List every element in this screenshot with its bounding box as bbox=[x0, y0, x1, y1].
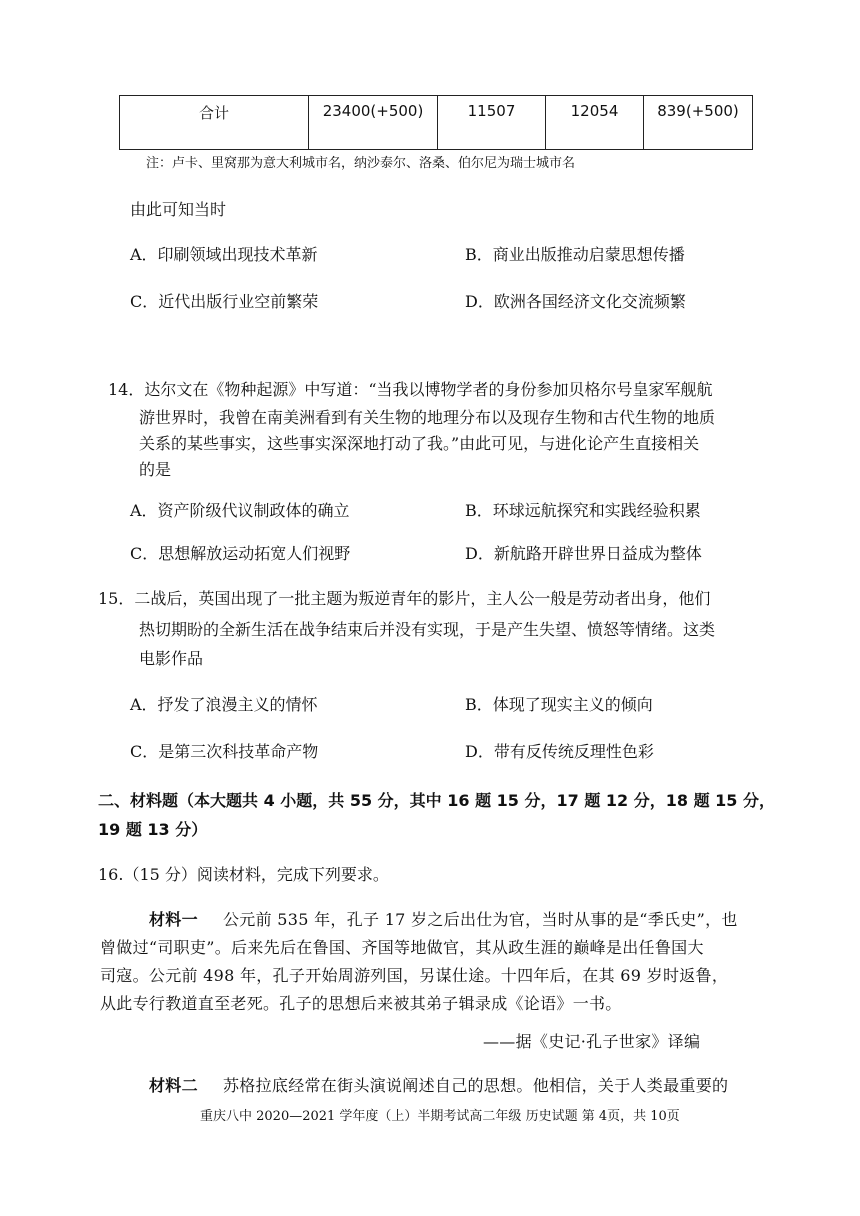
table-cell-label: 合计 bbox=[120, 96, 309, 150]
section-heading-line1: 二、材料题（本大题共 4 小题，共 55 分，其中 16 题 15 分，17 题 12 分，18 题 15 分， bbox=[98, 791, 775, 810]
q15-option-c: C．是第三次科技革命产物 bbox=[130, 742, 319, 761]
material-one-label: 材料一 bbox=[149, 910, 198, 929]
table-cell: 11507 bbox=[438, 96, 546, 150]
q14-option-c: C．思想解放运动拓宽人们视野 bbox=[130, 544, 351, 563]
q14-option-b: B．环球远航探究和实践经验积累 bbox=[465, 501, 701, 520]
q15-option-d: D．带有反传统反理性色彩 bbox=[465, 742, 654, 761]
table-cell: 23400(+500) bbox=[309, 96, 438, 150]
q15-option-a: A．抒发了浪漫主义的情怀 bbox=[130, 695, 318, 714]
table-cell: 12054 bbox=[546, 96, 644, 150]
q14-option-d: D．新航路开辟世界日益成为整体 bbox=[465, 544, 702, 563]
q14-stem-line4: 的是 bbox=[139, 460, 172, 479]
q13-option-b: B．商业出版推动启蒙思想传播 bbox=[465, 245, 685, 264]
material-two-label: 材料二 bbox=[149, 1076, 198, 1095]
q14-stem-line2: 游世界时，我曾在南美洲看到有关生物的地理分布以及现存生物和古代生物的地质 bbox=[139, 408, 716, 427]
q13-option-c: C．近代出版行业空前繁荣 bbox=[130, 292, 319, 311]
material-one-line2: 曾做过“司职吏”。后来先后在鲁国、齐国等地做官，其从政生涯的巅峰是出任鲁国大 bbox=[100, 938, 704, 957]
table-cell: 839(+500) bbox=[644, 96, 753, 150]
q13-option-d: D．欧洲各国经济文化交流频繁 bbox=[465, 292, 686, 311]
q15-option-b: B．体现了现实主义的倾向 bbox=[465, 695, 653, 714]
total-row-table bbox=[119, 95, 753, 150]
q14-option-a: A．资产阶级代议制政体的确立 bbox=[130, 501, 350, 520]
q16-stem: 16.（15 分）阅读材料，完成下列要求。 bbox=[98, 865, 389, 884]
q14-stem-line3: 关系的某些事实，这些事实深深地打动了我。”由此可见，与进化论产生直接相关 bbox=[139, 434, 700, 453]
material-one-line1: 公元前 535 年，孔子 17 岁之后出仕为官，当时从事的是“季氏史”，也 bbox=[223, 910, 738, 929]
material-one-source: ——据《史记·孔子世家》译编 bbox=[483, 1032, 701, 1051]
q15-stem-line3: 电影作品 bbox=[139, 649, 204, 668]
page-footer: 重庆八中 2020—2021 学年度（上）半期考试高二年级 历史试题 第 4页，共 10页 bbox=[200, 1109, 680, 1124]
q14-stem-line1: 14．达尔文在《物种起源》中写道：“当我以博物学者的身份参加贝格尔号皇家军舰航 bbox=[108, 380, 713, 399]
q15-stem-line1: 15．二战后，英国出现了一批主题为叛逆青年的影片，主人公一般是劳动者出身，他们 bbox=[98, 589, 711, 608]
q15-stem-line2: 热切期盼的全新生活在战争结束后并没有实现，于是产生失望、愤怒等情绪。这类 bbox=[139, 620, 716, 639]
material-one-line3: 司寇。公元前 498 年，孔子开始周游列国，另谋仕途。十四年后，在其 69 岁时返鲁， bbox=[100, 966, 729, 985]
table-note: 注：卢卡、里窝那为意大利城市名，纳沙泰尔、洛桑、伯尔尼为瑞士城市名 bbox=[146, 156, 576, 171]
q13-stem: 由此可知当时 bbox=[130, 200, 227, 219]
material-two-line1: 苏格拉底经常在街头演说阐述自己的思想。他相信，关于人类最重要的 bbox=[223, 1076, 729, 1095]
q13-option-a: A．印刷领域出现技术革新 bbox=[130, 245, 318, 264]
section-heading-line2: 19 题 13 分） bbox=[98, 820, 208, 839]
table-row bbox=[120, 96, 753, 150]
material-one-line4: 从此专行教道直至老死。孔子的思想后来被其弟子辑录成《论语》一书。 bbox=[100, 994, 622, 1013]
